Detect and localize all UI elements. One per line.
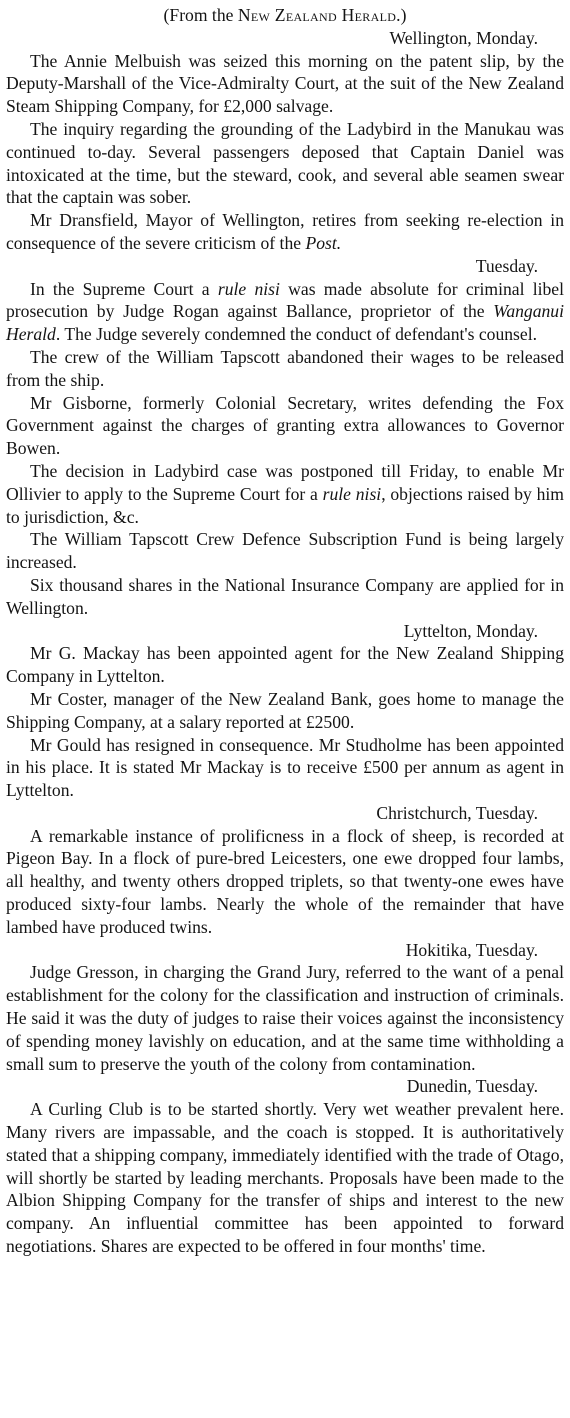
paragraph-text: , objections raised by him to jurisdiction, &c. [6,483,564,527]
paragraph-text: Mr Gisborne, formerly Colonial Secretary, writes defending the Fox Government against the charges of granting extra allowances to Governor Bowen. [6,392,564,459]
paragraph-text: was made absolute for criminal libel prosecution by Judge Rogan against Ballance, proprietor of the [6,278,564,322]
news-paragraph [6,50,564,118]
news-paragraph [6,688,564,734]
paragraph-text: . The Judge severely condemned the conduct of defendant's counsel. [55,324,537,345]
news-paragraph [6,460,564,528]
paragraph-text: Mr Coster, manager of the New Zealand Bank, goes home to manage the Shipping Company, at a salary reported at £2500. [6,688,564,732]
news-paragraph [6,209,564,255]
dateline: Tuesday. [475,255,538,276]
italic-text: rule nisi [322,483,382,504]
dateline: Lyttelton, Monday. [403,620,538,641]
paragraph-text: The crew of the William Tapscott abandoned their wages to be released from the ship. [6,346,564,390]
paragraph-text: Judge Gresson, in charging the Grand Jury, referred to the want of a penal establishment for the colony for the classification and instruction of criminals. He said it was the duty of judges to raise their voices against the inconsistency of spending money lavishly on education, and at the same time withholding a small sum to preserve the youth of the colony from contamination. [6,962,564,1074]
dateline: Christchurch, Tuesday. [376,802,538,823]
news-paragraph [6,346,564,392]
dateline: Wellington, Monday. [389,27,538,48]
paragraph-text: The William Tapscott Crew Defence Subscription Fund is being largely increased. [6,529,564,573]
paragraph-text: Mr G. Mackay has been appointed agent for the New Zealand Shipping Company in Lyttelton. [6,643,564,687]
paragraph-text: The inquiry regarding the grounding of the Ladybird in the Manukau was continued to-day. Several passengers deposed that Captain Daniel was intoxicated at the time, but the steward, cook, and several able seamen swear that the captain was sober. [6,118,564,208]
paragraph-text: The Annie Melbuish was seized this morning on the patent slip, by the Deputy-Marshall of the Vice-Admiralty Court, at the suit of the New Zealand Steam Shipping Company, for £2,000 salvage. [6,50,564,117]
news-paragraph [6,278,564,346]
paragraph-text: In the Supreme Court a [30,278,218,299]
paragraph-text: The decision in Ladybird case was postponed till Friday, to enable Mr Ollivier to apply to the Supreme Court for a [6,460,564,504]
paragraph-text: Six thousand shares in the National Insurance Company are applied for in Wellington. [6,574,564,618]
news-paragraph [6,118,564,209]
paragraph-text: A Curling Club is to be started shortly. Very wet weather prevalent here. Many rivers are impassable, and the coach is stopped. It is authoritatively stated that a shipping company, immediately identified with the trade of Otago, will shortly be started by leading merchants. Proposals have been made to the Albion Shipping Company for the transfer of ships and interest to the new company. An influential committee has been appointed to forward negotiations. Shares are expected to be offered in four months' time. [6,1099,564,1257]
dateline: Hokitika, Tuesday. [405,939,538,960]
news-paragraph [6,1098,564,1258]
dateline: Dunedin, Tuesday. [406,1076,538,1097]
source-line [6,4,564,27]
italic-text: Post. [305,232,342,253]
paragraph-text: Mr Dransfield, Mayor of Wellington, retires from seeking re-election in consequence of the severe criticism of the [6,210,564,253]
news-paragraph [6,961,564,1075]
news-paragraph [6,574,564,620]
news-sections [6,27,564,1258]
paragraph-text: Mr Gould has resigned in consequence. Mr Studholme has been appointed in his place. It is stated Mr Mackay is to receive £500 per annum as agent in Lyttelton. [6,734,564,801]
news-paragraph [6,642,564,688]
news-paragraph [6,528,564,574]
italic-text: Wanganui Herald [6,301,564,345]
news-paragraph [6,825,564,939]
source-newspaper-name: New Zealand Herald [237,5,397,25]
italic-text: rule nisi [217,278,280,299]
paragraph-text: A remarkable instance of prolificness in a flock of sheep, is recorded at Pigeon Bay. In a flock of pure-bred Leicesters, one ewe dropped four lambs, all healthy, and twenty others dropped triplets, so that twenty-one ewes have produced sixty-four lambs. Nearly the whole of the remainder that have lambed have produced twins. [6,825,564,937]
source-prefix: (From the [163,5,238,25]
news-paragraph [6,392,564,460]
news-paragraph [6,734,564,802]
source-suffix: .) [396,5,407,25]
